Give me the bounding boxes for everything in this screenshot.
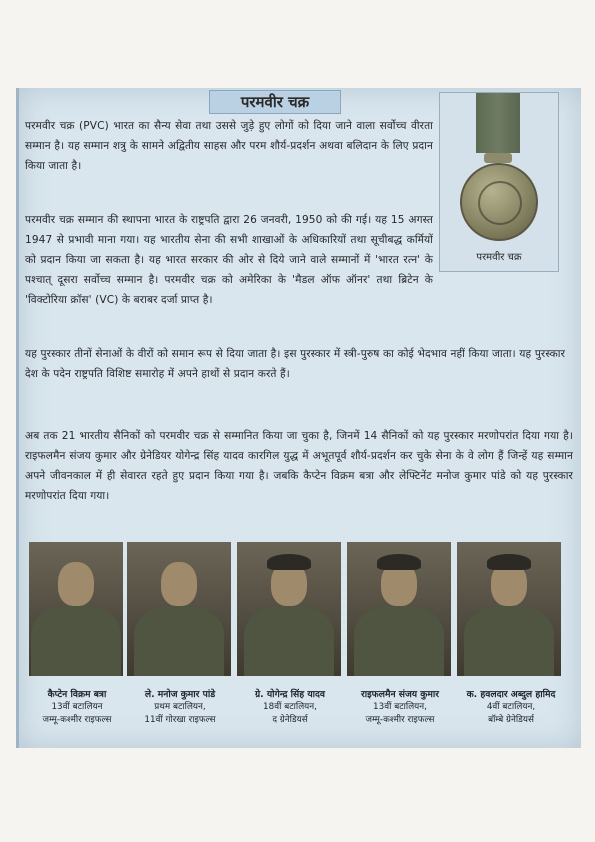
soldier-photo bbox=[457, 542, 561, 676]
medal-ribbon bbox=[476, 93, 520, 153]
medal-caption: परमवीर चक्र bbox=[476, 252, 522, 263]
medal-figure bbox=[439, 92, 559, 272]
soldier-unit: 4वीं बटालियन, bbox=[486, 702, 536, 712]
paragraph-establishment: परमवीर चक्र सम्मान की स्थापना भारत के राष्ट्रपति द्वारा 26 जनवरी, 1950 को की गई। यह 15 अगस्त 1947 से प्रभावी माना गया। यह भारतीय सेना की सभी शाखाओं के अधिकारियों तथा सूचीबद्ध कर्मियों को प्रदान किया जा सकता है। यह भारत सरकार की ओर से दिये जाने वाले सम्मानों में 'भारत रत्न' के पश्चात् दूसरा सर्वोच्च सम्मान है। परमवीर चक्र को अमेरिका के 'मैडल ऑफ ऑनर' तथा ब्रिटेन के 'विक्टोरिया क्रॉस' (VC) के बराबर दर्जा प्राप्त है। bbox=[25, 214, 433, 306]
soldier-name: ले. मनोज कुमार पांडे bbox=[144, 689, 216, 700]
soldier-caption bbox=[233, 688, 347, 727]
soldier-caption bbox=[29, 688, 125, 727]
soldier-unit: प्रथम बटालियन, bbox=[154, 702, 206, 712]
soldier-name: ग्रे. योगेन्द्र सिंह यादव bbox=[254, 689, 326, 700]
soldier-name: क. हवलदार अब्दुल हामिद bbox=[466, 689, 556, 700]
medal-clasp bbox=[484, 153, 512, 163]
soldier-unit: 13वीं बटालियन, bbox=[373, 702, 427, 712]
soldier-name: कैप्टेन विक्रम बत्रा bbox=[47, 689, 107, 700]
soldier-photo bbox=[127, 542, 231, 676]
soldier-unit: 18वीं बटालियन, bbox=[263, 702, 317, 712]
soldier-photo bbox=[237, 542, 341, 676]
paragraph-intro: परमवीर चक्र (PVC) भारत का सैन्य सेवा तथा उससे जुड़े हुए लोगों को दिया जाने वाला सर्वोच्च वीरता सम्मान है। यह सम्मान शत्रु के सामने अद्वितीय साहस और परम शौर्य-प्रदर्शन अथवा बलिदान के लिए प्रदान किया जाता है। bbox=[25, 120, 433, 172]
soldier-photo bbox=[347, 542, 451, 676]
soldier-photo bbox=[29, 542, 123, 676]
textbook-page bbox=[16, 88, 581, 748]
soldier-regiment: बॉम्बे ग्रेनेडियर्स bbox=[488, 715, 534, 725]
soldier-name: राइफलमैन संजय कुमार bbox=[361, 689, 439, 700]
medal-icon bbox=[460, 163, 538, 241]
soldier-caption bbox=[123, 688, 237, 727]
soldier-regiment: जम्मू-कश्मीर राइफल्स bbox=[365, 715, 435, 725]
soldier-caption bbox=[453, 688, 569, 727]
soldier-unit: 13वीं बटालियन bbox=[51, 702, 103, 712]
soldier-photos bbox=[29, 542, 569, 725]
soldier-regiment: द ग्रेनेडियर्स bbox=[272, 715, 308, 725]
paragraph-award: यह पुरस्कार तीनों सेनाओं के वीरों को समान रूप से दिया जाता है। इस पुरस्कार में स्त्री-पुरुष का कोई भेदभाव नहीं किया जाता। यह पुरस्कार देश के पदेन राष्ट्रपति विशिष्ट समारोह में अपने हाथों से प्रदान करते हैं। bbox=[25, 348, 565, 380]
paragraph-recipients: अब तक 21 भारतीय सैनिकों को परमवीर चक्र से सम्मानित किया जा चुका है, जिनमें 14 सैनिकों को यह पुरस्कार मरणोपरांत दिया गया है। राइफलमैन संजय कुमार और ग्रेनेडियर योगेन्द्र सिंह यादव कारगिल युद्ध में अभूतपूर्व शौर्य-प्रदर्शन कर चुके सेना के वे लोग हैं जिन्हें यह सम्मान अपने जीवनकाल में ही सेवारत रहते हुए प्रदान किया गया है। जबकि कैप्टेन विक्रम बत्रा और लेफ्टिनेंट मनोज कुमार पांडे को यह पुरस्कार मरणोपरांत दिया गया। bbox=[25, 430, 573, 502]
soldier-regiment: जम्मू-कश्मीर राइफल्स bbox=[42, 715, 112, 725]
soldier-regiment: 11वीं गोरखा राइफल्स bbox=[144, 715, 216, 725]
page-title: परमवीर चक्र bbox=[209, 90, 341, 114]
soldier-caption bbox=[343, 688, 457, 727]
